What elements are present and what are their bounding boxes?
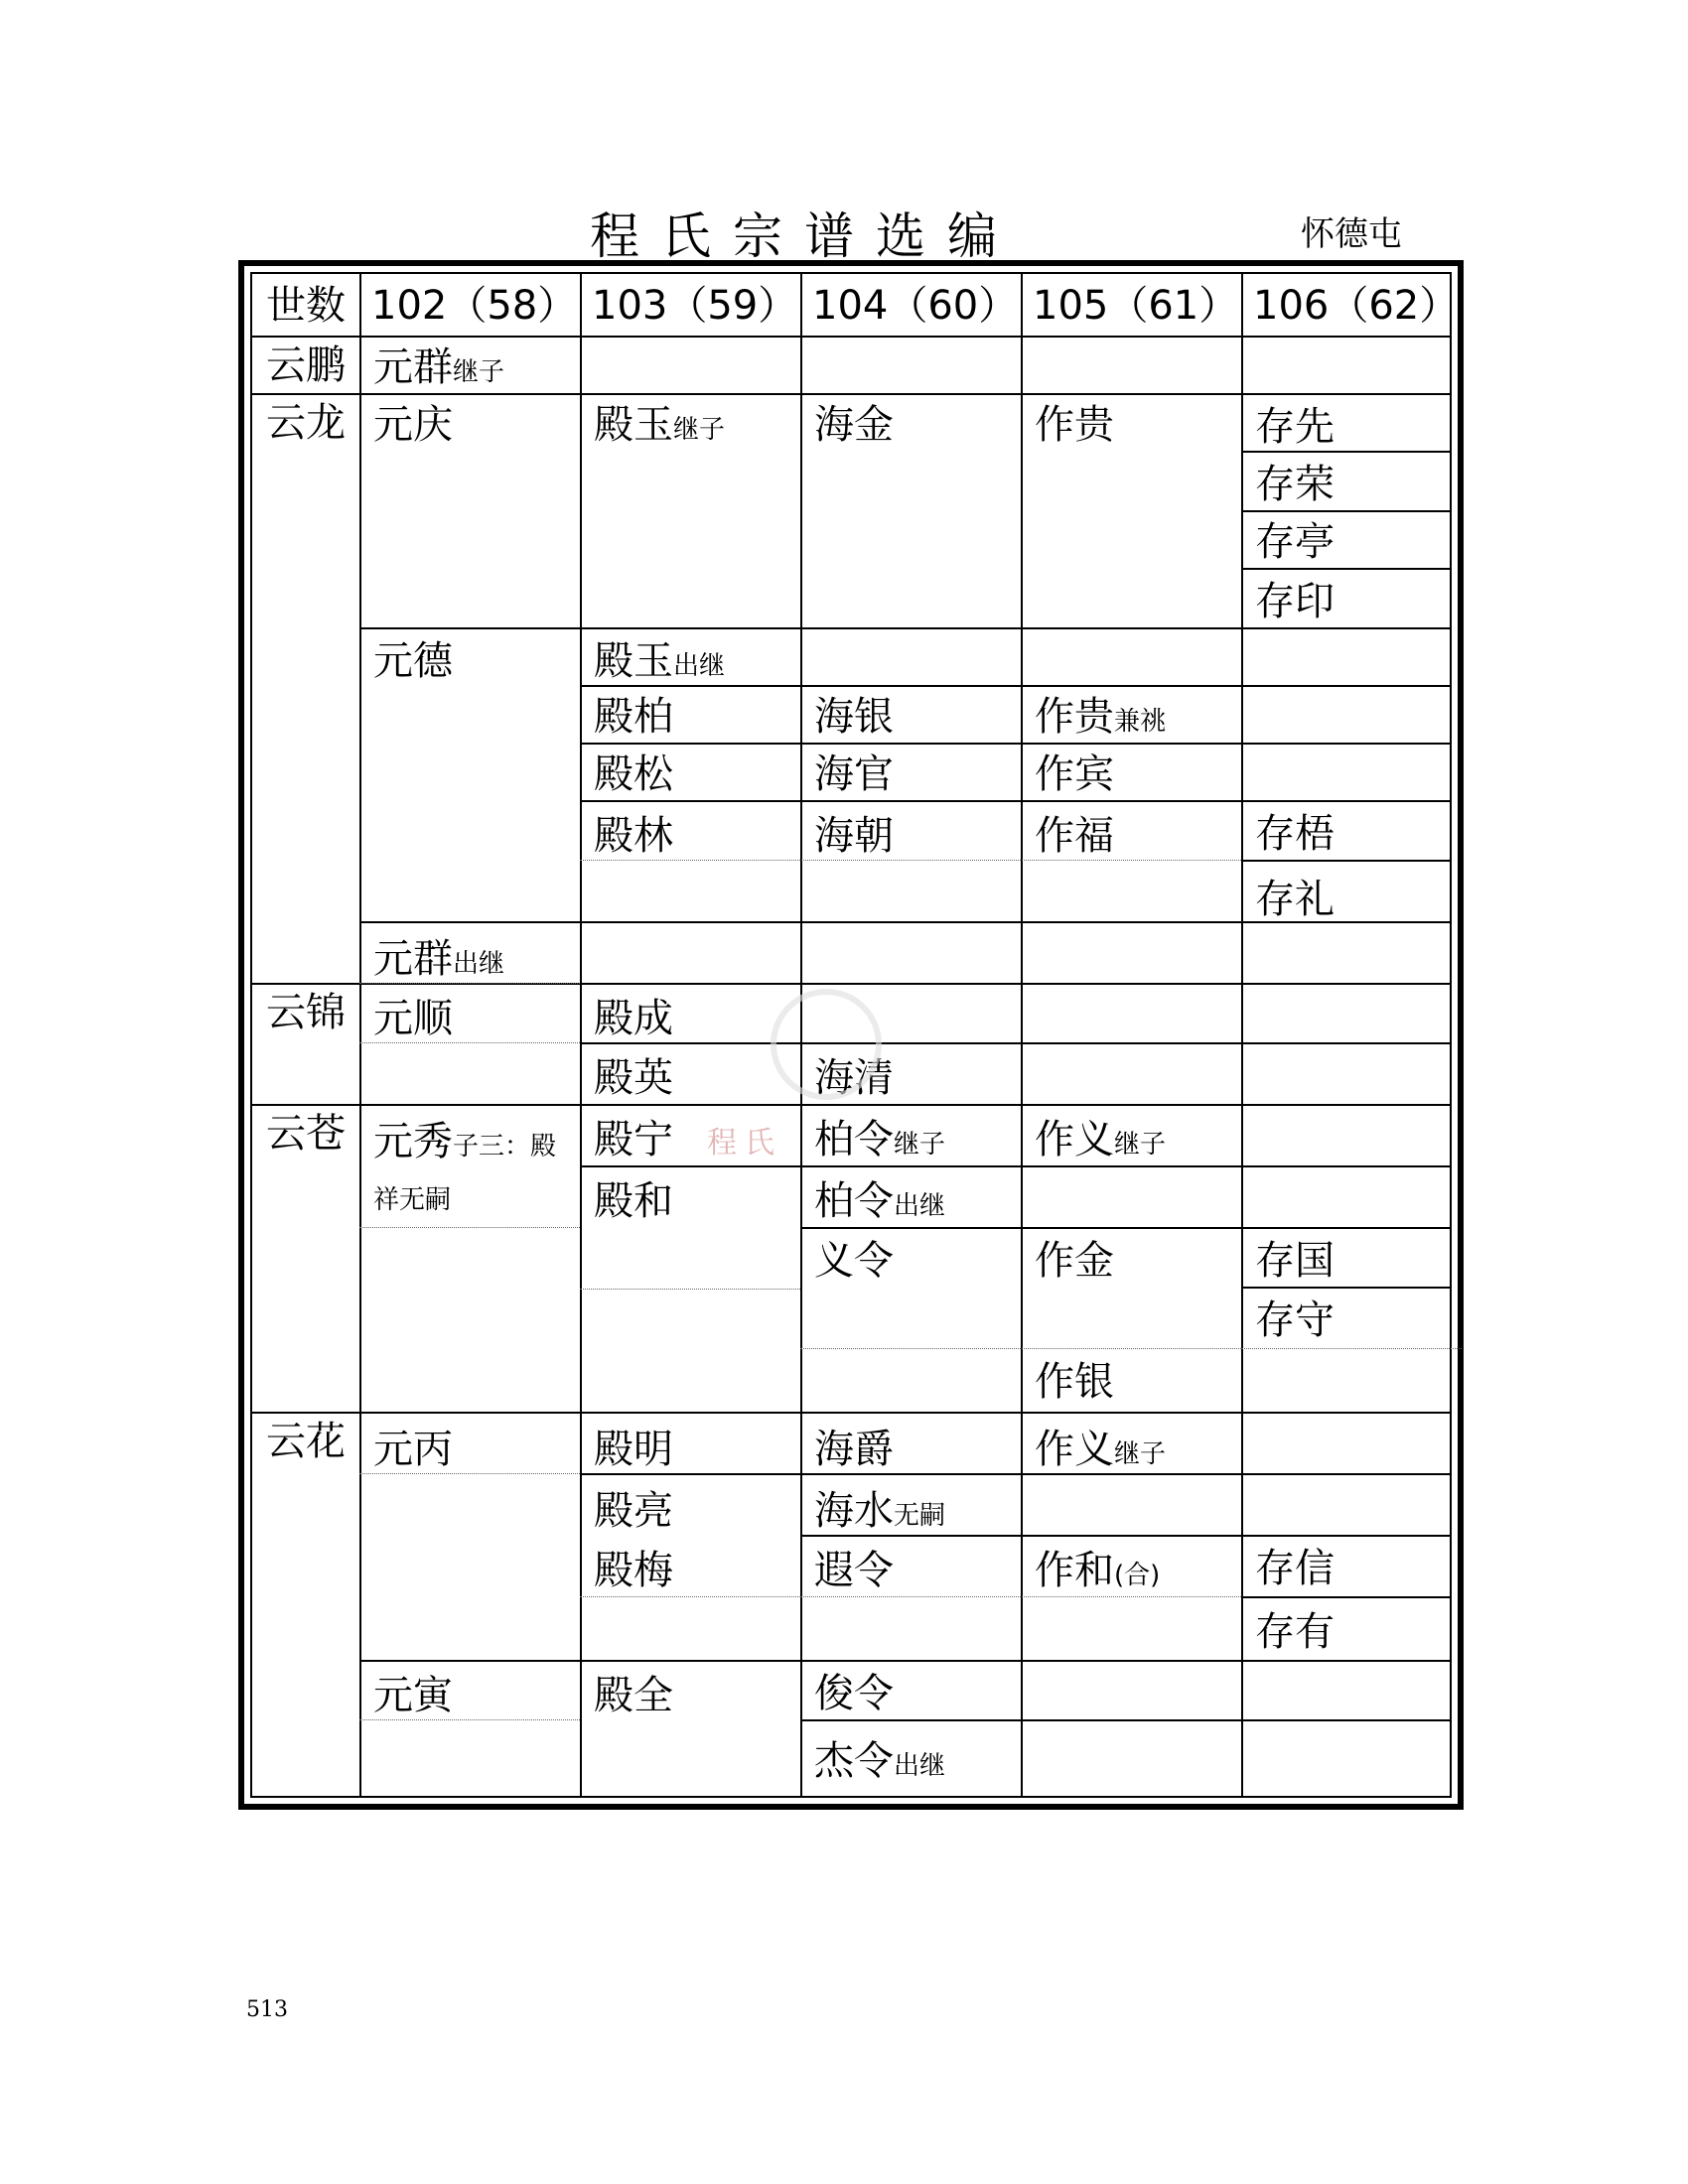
person-cell: 元寅 (373, 1673, 453, 1718)
note: 继子 (894, 1130, 946, 1160)
person-cell: 海银 (814, 694, 894, 740)
person-cell: 海官 (814, 751, 894, 797)
dotted-divider (359, 983, 580, 984)
person-cell: 元群出继 (373, 936, 505, 982)
person-cell: 作义继子 (1035, 1427, 1167, 1472)
person-cell: 存荣 (1255, 462, 1335, 507)
person-cell: 义令 (814, 1238, 894, 1284)
column-header: 102（58） (371, 283, 578, 329)
col-divider (1021, 274, 1023, 1796)
dotted-divider (359, 1719, 580, 1720)
generation-name: 云锦 (266, 990, 346, 1035)
person-cell: 作金 (1035, 1238, 1114, 1284)
row-divider (800, 1719, 1450, 1721)
person-cell: 海金 (814, 402, 894, 448)
column-header: 106（62） (1253, 283, 1460, 329)
watermark-text: 程氏 (707, 1126, 782, 1160)
dotted-divider (1241, 1348, 1462, 1349)
note: 继子 (1114, 1130, 1167, 1160)
column-header: 104（60） (812, 283, 1019, 329)
note: 出继 (673, 651, 726, 681)
row-divider (252, 1104, 1450, 1106)
person-cell: 作贵兼祧 (1035, 694, 1167, 740)
row-divider (252, 393, 1450, 395)
person-cell: 殿英 (594, 1055, 673, 1101)
row-divider (580, 1042, 1450, 1044)
generation-name: 云龙 (266, 400, 346, 446)
person-cell: 作贵 (1035, 402, 1114, 448)
person-cell: 作义继子 (1035, 1117, 1167, 1162)
row-divider (580, 800, 1450, 802)
person-cell: 柏令出继 (814, 1178, 946, 1224)
page-number: 513 (246, 1997, 288, 2022)
dotted-divider (359, 1042, 580, 1043)
person-cell: 存守 (1255, 1297, 1335, 1343)
column-header: 103（59） (592, 283, 798, 329)
row-divider (359, 1660, 1450, 1662)
person-cell: 殿亮 (594, 1488, 673, 1534)
person-cell: 元顺 (373, 996, 453, 1041)
dotted-divider (800, 1596, 1241, 1597)
row-divider (800, 1227, 1450, 1229)
row-divider (580, 685, 1450, 687)
note: 祥无嗣 (373, 1185, 452, 1215)
row-divider (1241, 860, 1450, 862)
row-divider (1241, 1596, 1450, 1598)
page-title: 程氏宗谱选编 (590, 207, 1019, 265)
person-cell: 作和(合) (1035, 1548, 1161, 1593)
note: 继子 (453, 357, 505, 387)
person-cell: 遐令 (814, 1548, 894, 1593)
note: 兼祧 (1114, 707, 1167, 737)
person-cell: 作福 (1035, 813, 1114, 859)
col-divider (580, 274, 582, 1796)
row-divider (252, 336, 1450, 338)
person-cell: 殿全 (594, 1673, 673, 1718)
person-cell: 元群继子 (373, 344, 505, 390)
corner-header: 世数 (266, 283, 346, 329)
person-cell: 存亭 (1255, 519, 1335, 565)
person-cell: 存先 (1255, 404, 1335, 450)
note: 继子 (1114, 1439, 1167, 1469)
row-divider (800, 1535, 1450, 1537)
person-cell: 海爵 (814, 1427, 894, 1472)
row-divider (1241, 451, 1450, 453)
row-divider (359, 627, 1450, 629)
location-label: 怀德屯 (1301, 214, 1402, 254)
note: 出继 (894, 1751, 946, 1781)
person-cell: 俊令 (814, 1671, 894, 1716)
note: (合) (1114, 1561, 1161, 1590)
person-cell: 存国 (1255, 1238, 1335, 1284)
person-cell: 殿林 (594, 813, 673, 859)
person-cell: 元丙 (373, 1427, 453, 1472)
person-cell: 殿松 (594, 751, 673, 797)
person-cell: 海清 (814, 1055, 894, 1101)
dotted-divider (580, 1289, 800, 1290)
generation-name: 云苍 (266, 1111, 346, 1157)
person-cell: 殿玉出继 (594, 638, 726, 684)
person-cell: 殿成 (594, 996, 673, 1041)
row-divider (252, 1412, 1450, 1414)
person-cell: 殿明 (594, 1427, 673, 1472)
person-cell: 殿玉继子 (594, 402, 726, 448)
person-cell: 元庆 (373, 402, 453, 448)
row-divider (1241, 510, 1450, 512)
person-cell: 存梧 (1255, 811, 1335, 857)
person-cell: 存有 (1255, 1609, 1335, 1655)
generation-name: 云花 (266, 1419, 346, 1464)
person-cell: 杰令出继 (814, 1738, 946, 1784)
watermark-seal (771, 989, 882, 1100)
note: 继子 (673, 415, 726, 445)
person-cell: 海朝 (814, 813, 894, 859)
person-cell: 殿宁 (594, 1117, 673, 1162)
person-cell: 存信 (1255, 1546, 1335, 1591)
person-cell: 存礼 (1255, 877, 1335, 922)
col-divider (359, 274, 361, 1796)
generation-name: 云鹏 (266, 342, 346, 388)
note: 无嗣 (894, 1501, 946, 1531)
person-cell: 海水无嗣 (814, 1488, 946, 1534)
note: 出继 (894, 1191, 946, 1221)
dotted-divider (800, 1348, 1241, 1349)
person-cell: 殿柏 (594, 694, 673, 740)
person-cell: 殿梅 (594, 1548, 673, 1593)
person-cell: 作宾 (1035, 751, 1114, 797)
row-divider (1241, 1287, 1450, 1289)
column-header: 105（61） (1033, 283, 1239, 329)
person-cell: 元秀子三：殿 (373, 1119, 557, 1164)
dotted-divider (580, 860, 1241, 861)
note: 出继 (453, 949, 505, 979)
col-divider (1241, 274, 1243, 1796)
person-cell: 殿和 (594, 1178, 673, 1224)
dotted-divider (359, 1473, 580, 1474)
person-cell: 存印 (1255, 579, 1335, 624)
dotted-divider (580, 1596, 800, 1597)
dotted-divider (359, 1227, 580, 1228)
row-divider (580, 1165, 1450, 1167)
person-cell: 元德 (373, 638, 453, 684)
person-cell: 柏令继子 (814, 1117, 946, 1162)
note: 子三：殿 (453, 1132, 557, 1161)
row-divider (580, 743, 1450, 745)
person-cell: 作银 (1035, 1359, 1114, 1405)
row-divider (1241, 568, 1450, 570)
row-divider (580, 1473, 1450, 1475)
